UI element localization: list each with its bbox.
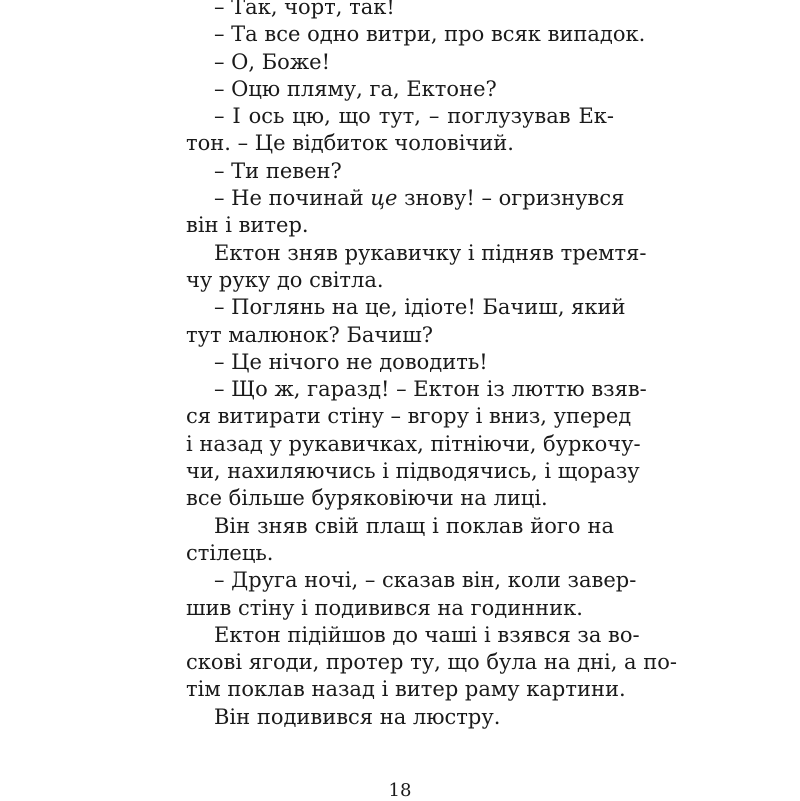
paragraph bbox=[186, 294, 626, 349]
emphasized-word: це bbox=[370, 186, 398, 211]
paragraph bbox=[186, 185, 625, 240]
text-line: ся витирати стіну – вгору і вниз, уперед bbox=[186, 404, 632, 429]
body-text bbox=[186, 0, 677, 731]
paragraph bbox=[186, 240, 647, 295]
text-line: чу руку до світла. bbox=[186, 267, 384, 292]
text-line: тон. – Це відбиток чоловічий. bbox=[186, 131, 514, 156]
text-line: тут малюнок? Бачиш? bbox=[186, 322, 434, 347]
paragraph bbox=[186, 704, 614, 731]
text-line: – О, Боже! bbox=[214, 49, 331, 74]
paragraph bbox=[186, 349, 614, 376]
text-line: тім поклав назад і витер раму картини. bbox=[186, 677, 626, 702]
text-line: стілець. bbox=[186, 540, 274, 565]
paragraph bbox=[186, 622, 677, 704]
text-line: все більше буряковіючи на лиці. bbox=[186, 486, 548, 511]
text-segment: – Не починай bbox=[214, 186, 371, 211]
text-line: – Поглянь на це, ідіоте! Бачиш, який bbox=[214, 295, 626, 320]
text-line: – Друга ночі, – сказав він, коли завер- bbox=[214, 568, 637, 593]
paragraph bbox=[186, 0, 614, 21]
paragraph bbox=[186, 21, 646, 48]
paragraph bbox=[186, 76, 614, 103]
paragraph bbox=[186, 513, 614, 568]
text-line: Він зняв свій плащ і поклав його на bbox=[214, 513, 614, 538]
paragraph bbox=[186, 103, 614, 158]
text-line bbox=[186, 212, 614, 239]
text-line: Ектон зняв рукавичку і підняв тремтя- bbox=[214, 240, 647, 265]
text-segment: знову! – огризнувся bbox=[397, 186, 625, 211]
text-segment: він і витер. bbox=[186, 213, 309, 238]
page-number: 18 bbox=[388, 780, 412, 801]
text-line: – Що ж, гаразд! – Ектон із люттю взяв- bbox=[214, 377, 647, 402]
text-line: – Ти певен? bbox=[214, 158, 342, 183]
text-line bbox=[186, 185, 625, 212]
text-line: чи, нахиляючись і підводячись, і щоразу bbox=[186, 459, 640, 484]
text-line: – Оцю пляму, га, Ектоне? bbox=[214, 76, 497, 101]
text-line: – І ось цю, що тут, – поглузував Ек- bbox=[214, 104, 614, 129]
text-line: Він подивився на люстру. bbox=[214, 704, 501, 729]
paragraph bbox=[186, 567, 637, 622]
text-line: – Та все одно витри, про всяк випадок. bbox=[214, 22, 646, 47]
text-line: – Так, чорт, так! bbox=[214, 0, 395, 19]
text-line: і назад у рукавичках, пітніючи, буркочу- bbox=[186, 431, 641, 456]
paragraph bbox=[186, 158, 614, 185]
text-line: – Це нічого не доводить! bbox=[214, 349, 488, 374]
text-line: шив стіну і подивився на годинник. bbox=[186, 595, 583, 620]
paragraph bbox=[186, 376, 647, 512]
text-line: скові ягоди, протер ту, що була на дні, а по- bbox=[186, 650, 677, 675]
paragraph bbox=[186, 49, 614, 76]
text-line: Ектон підійшов до чаші і взявся за во- bbox=[214, 622, 640, 647]
book-page bbox=[186, 0, 677, 801]
